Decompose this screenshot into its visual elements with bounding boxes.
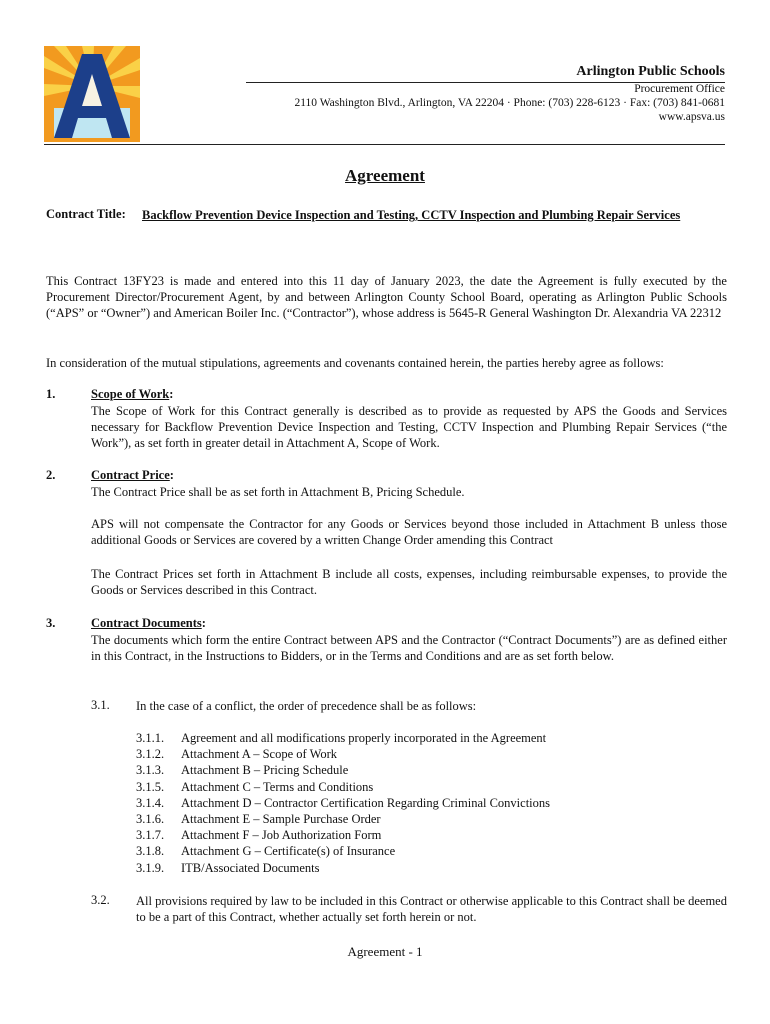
list-item	[136, 843, 550, 859]
list-item-number: 3.1.2.	[136, 747, 165, 762]
page-footer: Agreement - 1	[347, 944, 423, 959]
website-link[interactable]: www.apsva.us	[658, 111, 725, 123]
section-1-heading	[91, 387, 173, 402]
list-item-text: Attachment B – Pricing Schedule	[181, 763, 349, 778]
section-1-heading-colon: :	[169, 387, 174, 401]
section-2-heading-colon: :	[169, 468, 174, 482]
list-item	[136, 860, 550, 876]
list-item	[136, 795, 550, 811]
list-item-text: ITB/Associated Documents	[181, 860, 320, 875]
consideration-paragraph: In consideration of the mutual stipulations, agreements and covenants contained herein, the parties hereby agree as follows:	[46, 356, 664, 370]
section-3-body: The documents which form the entire Contract between APS and the Contractor (“Contract Documents”) are as defined either in this Contract, in the Instructions to Bidders, or in the Terms and Conditions and are as set forth below.	[91, 633, 727, 663]
contract-title-label: Contract Title:	[46, 207, 126, 221]
list-item	[136, 730, 550, 746]
section-1-heading-text: Scope of Work	[91, 387, 170, 401]
list-item-number: 3.1.9.	[136, 860, 165, 875]
subsection-3-1-text: In the case of a conflict, the order of precedence shall be as follows:	[136, 699, 477, 713]
list-item-number: 3.1.4.	[136, 795, 165, 810]
precedence-list	[136, 730, 550, 876]
list-item-text: Attachment D – Contractor Certification Regarding Criminal Convictions	[181, 795, 551, 810]
contract-title-value: Backflow Prevention Device Inspection and Testing, CCTV Inspection and Plumbing Repair Services	[142, 208, 681, 222]
office-name: Procurement Office	[634, 83, 725, 95]
list-item-text: Attachment F – Job Authorization Form	[181, 828, 382, 843]
list-item-number: 3.1.3.	[136, 763, 165, 778]
list-item-number: 3.1.1.	[136, 731, 165, 745]
aps-sunburst-a-logo	[44, 46, 140, 142]
intro-paragraph: This Contract 13FY23 is made and entered into this 11 day of January 2023, the date the Agreement is fully executed by the Procurement Director/Procurement Agent, by and between Arlington County School Board, operating as Arlington Public Schools (“APS” or “Owner”) and American Boiler Inc. (“Contractor”), whose address is 5645-R General Washington Dr. Alexandria VA 22312	[46, 274, 727, 320]
section-3-heading-text: Contract Documents	[91, 616, 202, 630]
section-3-number: 3.	[46, 616, 56, 630]
list-item	[136, 746, 550, 762]
list-item-text: Attachment G – Certificate(s) of Insurance	[181, 844, 396, 859]
section-2-body-3: The Contract Prices set forth in Attachment B include all costs, expenses, including reimbursable expenses, to provide the Goods or Services described in this Contract.	[91, 567, 727, 597]
list-item	[136, 762, 550, 778]
list-item	[136, 811, 550, 827]
section-3-heading	[91, 616, 206, 631]
header-bottom-divider	[44, 144, 725, 145]
section-2-heading-text: Contract Price	[91, 468, 170, 482]
section-1-number: 1.	[46, 387, 56, 401]
section-2-body: The Contract Price shall be as set forth in Attachment B, Pricing Schedule.	[91, 485, 465, 499]
subsection-3-2-number: 3.2.	[91, 893, 110, 907]
address-line: 2110 Washington Blvd., Arlington, VA 22204 · Phone: (703) 228-6123 · Fax: (703) 841-0681	[294, 97, 725, 109]
subsection-3-2-text: All provisions required by law to be included in this Contract or otherwise applicable to this Contract shall be deemed to be a part of this Contract, whether actually set forth herein or not.	[136, 894, 727, 924]
section-2-number: 2.	[46, 468, 56, 482]
list-item	[136, 827, 550, 843]
section-1-body: The Scope of Work for this Contract generally is described as to provide as requested by APS the Goods and Services necessary for Backflow Prevention Device Inspection and Testing, CCTV Inspection and Plumbing Repair Services (“the Work”), as set forth in greater detail in Attachment A, Scope of Work.	[91, 404, 727, 450]
list-item-number: 3.1.8.	[136, 844, 165, 859]
list-item-text: Agreement and all modifications properly incorporated in the Agreement	[181, 731, 547, 745]
section-3-heading-colon: :	[201, 616, 206, 630]
aps-logo	[44, 46, 140, 142]
org-name: Arlington Public Schools	[576, 64, 725, 79]
list-item-number: 3.1.6.	[136, 812, 165, 827]
section-2-body-2: APS will not compensate the Contractor for any Goods or Services beyond those included in Attachment B unless those additional Goods or Services are covered by a written Change Order amending this Contract	[91, 517, 727, 547]
subsection-3-1-number: 3.1.	[91, 698, 110, 712]
list-item-text: Attachment A – Scope of Work	[181, 747, 338, 762]
list-item-number: 3.1.7.	[136, 828, 165, 843]
section-2-heading	[91, 468, 174, 483]
list-item	[136, 779, 550, 795]
document-title: Agreement	[345, 166, 425, 185]
list-item-text: Attachment E – Sample Purchase Order	[181, 812, 381, 827]
list-item-text: Attachment C – Terms and Conditions	[181, 779, 374, 794]
list-item-number: 3.1.5.	[136, 779, 165, 794]
